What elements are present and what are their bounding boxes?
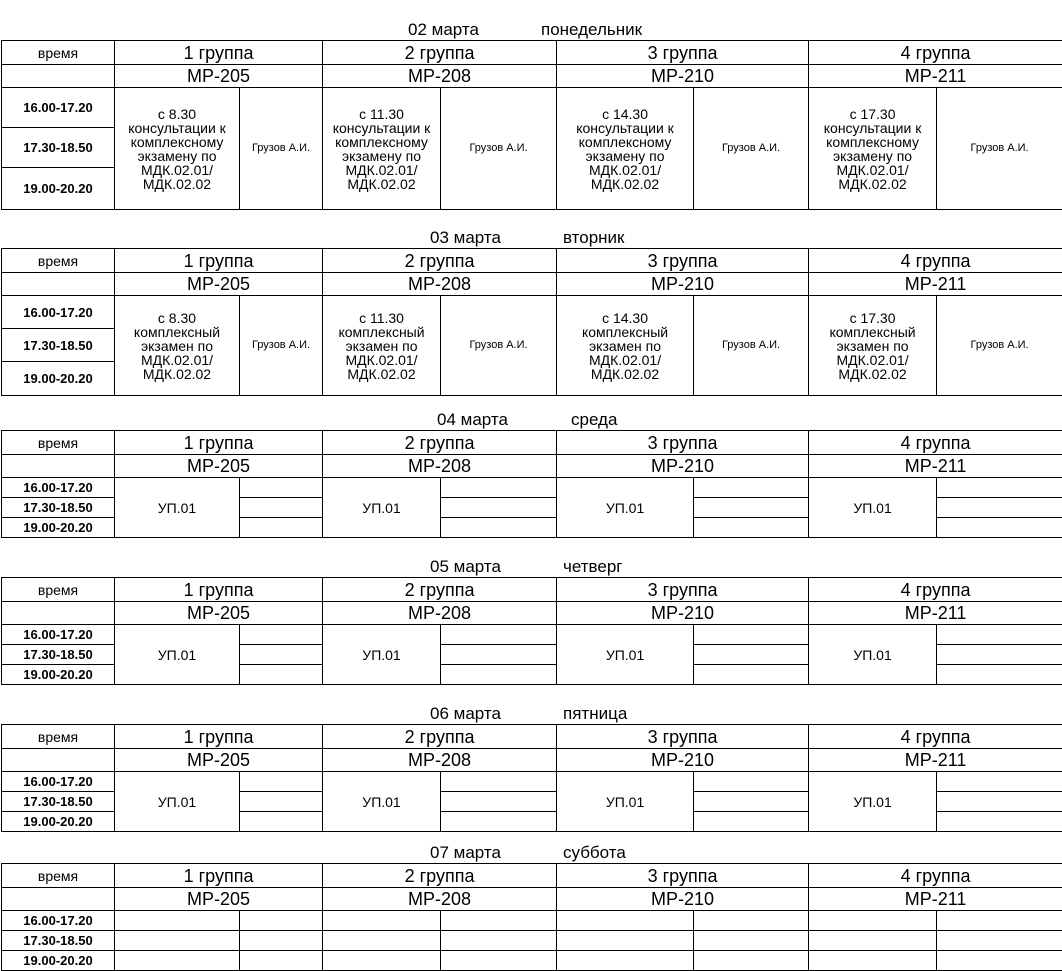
empty-cell (557, 911, 694, 931)
group-name: 2 группа (323, 864, 557, 888)
empty-cell (809, 911, 937, 931)
group-name: 1 группа (115, 431, 323, 455)
lesson-cell: с 17.30 комплексный экзамен по МДК.02.01/ МДК.02.02 (809, 296, 937, 396)
empty-cell (937, 498, 1062, 518)
empty-cell (694, 911, 809, 931)
group-code: МР-211 (809, 455, 1062, 478)
lesson-cell: с 8.30 консультации к комплексному экзамену по МДК.02.01/ МДК.02.02 (115, 88, 240, 210)
day-schedule-table (1, 248, 1062, 396)
empty-cell (937, 645, 1062, 665)
empty-cell (937, 931, 1062, 951)
empty-cell (441, 625, 557, 645)
group-name: 4 группа (809, 578, 1062, 602)
empty-cell (809, 931, 937, 951)
lesson-cell: УП.01 (557, 478, 694, 538)
day-weekday: суббота (563, 843, 626, 862)
day-date: 06 марта (430, 704, 501, 723)
group-code: МР-205 (115, 65, 323, 88)
time-column-label: время (2, 864, 115, 888)
empty-cell (694, 951, 809, 971)
group-code: МР-205 (115, 273, 323, 296)
time-slot: 17.30-18.50 (2, 128, 115, 168)
time-slot: 19.00-20.20 (2, 362, 115, 396)
time-row (2, 625, 1062, 645)
time-column-label: время (2, 431, 115, 455)
time-column-blank (2, 273, 115, 296)
day-weekday: среда (571, 410, 618, 429)
day-schedule-table (1, 724, 1062, 832)
lesson-cell: УП.01 (323, 625, 441, 685)
group-header-row (2, 725, 1062, 749)
empty-cell (240, 792, 323, 812)
empty-cell (937, 792, 1062, 812)
group-code: МР-208 (323, 749, 557, 772)
group-code: МР-211 (809, 273, 1062, 296)
group-name: 1 группа (115, 249, 323, 273)
empty-cell (441, 792, 557, 812)
time-column-label: время (2, 578, 115, 602)
group-code: МР-208 (323, 455, 557, 478)
group-code: МР-210 (557, 273, 809, 296)
group-code: МР-211 (809, 888, 1062, 911)
group-code: МР-210 (557, 888, 809, 911)
empty-cell (937, 772, 1062, 792)
group-code: МР-211 (809, 749, 1062, 772)
empty-cell (240, 812, 323, 832)
day-title (0, 408, 1062, 430)
teacher-cell: Грузов А.И. (441, 88, 557, 210)
group-name: 4 группа (809, 431, 1062, 455)
day-title (0, 18, 1062, 40)
day-schedule-table (1, 430, 1062, 538)
lesson-cell: УП.01 (323, 478, 441, 538)
lesson-cell: с 11.30 комплексный экзамен по МДК.02.01/ МДК.02.02 (323, 296, 441, 396)
empty-cell (441, 951, 557, 971)
day-title (0, 702, 1062, 724)
day-weekday: четверг (563, 557, 623, 576)
empty-cell (115, 931, 240, 951)
time-column-blank (2, 602, 115, 625)
time-slot: 16.00-17.20 (2, 911, 115, 931)
teacher-cell: Грузов А.И. (441, 296, 557, 396)
empty-cell (937, 951, 1062, 971)
lesson-cell: с 17.30 консультации к комплексному экзамену по МДК.02.01/ МДК.02.02 (809, 88, 937, 210)
lesson-cell: УП.01 (809, 772, 937, 832)
group-code-row (2, 273, 1062, 296)
empty-cell (323, 951, 441, 971)
time-row (2, 931, 1062, 951)
group-name: 2 группа (323, 41, 557, 65)
time-column-blank (2, 455, 115, 478)
group-name: 2 группа (323, 249, 557, 273)
lesson-cell: с 14.30 консультации к комплексному экзамену по МДК.02.01/ МДК.02.02 (557, 88, 694, 210)
group-name: 2 группа (323, 578, 557, 602)
empty-cell (694, 478, 809, 498)
empty-cell (937, 812, 1062, 832)
time-row (2, 478, 1062, 498)
group-name: 4 группа (809, 864, 1062, 888)
empty-cell (441, 911, 557, 931)
group-code: МР-208 (323, 602, 557, 625)
group-name: 1 группа (115, 41, 323, 65)
empty-cell (240, 951, 323, 971)
time-slot: 16.00-17.20 (2, 88, 115, 128)
empty-cell (240, 772, 323, 792)
lesson-cell: УП.01 (115, 772, 240, 832)
lesson-cell: УП.01 (115, 625, 240, 685)
empty-cell (557, 931, 694, 951)
teacher-cell: Грузов А.И. (240, 88, 323, 210)
time-slot: 19.00-20.20 (2, 518, 115, 538)
empty-cell (323, 911, 441, 931)
time-column-label: время (2, 249, 115, 273)
empty-cell (441, 931, 557, 951)
group-header-row (2, 864, 1062, 888)
group-name: 3 группа (557, 725, 809, 749)
lesson-cell: УП.01 (809, 478, 937, 538)
teacher-cell: Грузов А.И. (240, 296, 323, 396)
group-code-row (2, 65, 1062, 88)
lesson-cell: УП.01 (323, 772, 441, 832)
group-code: МР-205 (115, 749, 323, 772)
day-date: 04 марта (437, 410, 508, 429)
group-name: 3 группа (557, 249, 809, 273)
day-date: 05 марта (430, 557, 501, 576)
time-column-blank (2, 888, 115, 911)
teacher-cell: Грузов А.И. (937, 296, 1062, 396)
empty-cell (115, 951, 240, 971)
time-slot: 19.00-20.20 (2, 665, 115, 685)
time-slot: 16.00-17.20 (2, 478, 115, 498)
empty-cell (240, 645, 323, 665)
empty-cell (694, 792, 809, 812)
empty-cell (441, 665, 557, 685)
empty-cell (115, 911, 240, 931)
empty-cell (323, 931, 441, 951)
group-code: МР-208 (323, 273, 557, 296)
empty-cell (240, 478, 323, 498)
time-slot: 17.30-18.50 (2, 792, 115, 812)
group-name: 3 группа (557, 578, 809, 602)
empty-cell (240, 625, 323, 645)
empty-cell (694, 665, 809, 685)
teacher-cell: Грузов А.И. (694, 88, 809, 210)
lesson-cell: УП.01 (557, 625, 694, 685)
group-header-row (2, 249, 1062, 273)
time-slot: 19.00-20.20 (2, 168, 115, 210)
group-code: МР-210 (557, 749, 809, 772)
group-header-row (2, 431, 1062, 455)
teacher-cell: Грузов А.И. (694, 296, 809, 396)
group-code: МР-211 (809, 602, 1062, 625)
lesson-cell: с 14.30 комплексный экзамен по МДК.02.01/ МДК.02.02 (557, 296, 694, 396)
group-code: МР-210 (557, 65, 809, 88)
empty-cell (240, 498, 323, 518)
day-title (0, 226, 1062, 248)
empty-cell (441, 478, 557, 498)
group-code: МР-208 (323, 65, 557, 88)
empty-cell (937, 518, 1062, 538)
day-date: 07 марта (430, 843, 501, 862)
group-code: МР-205 (115, 455, 323, 478)
day-title (0, 555, 1062, 577)
empty-cell (240, 518, 323, 538)
time-slot: 17.30-18.50 (2, 329, 115, 362)
time-slot: 17.30-18.50 (2, 931, 115, 951)
empty-cell (809, 951, 937, 971)
time-row (2, 88, 1062, 128)
group-code-row (2, 455, 1062, 478)
time-column-blank (2, 749, 115, 772)
empty-cell (240, 665, 323, 685)
group-code: МР-205 (115, 602, 323, 625)
lesson-cell: УП.01 (557, 772, 694, 832)
group-name: 2 группа (323, 725, 557, 749)
day-date: 03 марта (430, 228, 501, 247)
lesson-cell: с 8.30 комплексный экзамен по МДК.02.01/ МДК.02.02 (115, 296, 240, 396)
group-code-row (2, 749, 1062, 772)
group-name: 4 группа (809, 41, 1062, 65)
group-name: 3 группа (557, 864, 809, 888)
group-name: 3 группа (557, 431, 809, 455)
group-code: МР-210 (557, 602, 809, 625)
group-code-row (2, 602, 1062, 625)
day-title (0, 841, 1062, 863)
time-slot: 19.00-20.20 (2, 951, 115, 971)
empty-cell (240, 911, 323, 931)
time-row (2, 296, 1062, 329)
group-name: 1 группа (115, 725, 323, 749)
empty-cell (441, 498, 557, 518)
group-name: 1 группа (115, 864, 323, 888)
time-column-label: время (2, 41, 115, 65)
empty-cell (937, 625, 1062, 645)
group-name: 4 группа (809, 725, 1062, 749)
group-code: МР-205 (115, 888, 323, 911)
day-weekday: понедельник (541, 20, 643, 39)
group-name: 3 группа (557, 41, 809, 65)
time-slot: 16.00-17.20 (2, 772, 115, 792)
group-code: МР-211 (809, 65, 1062, 88)
time-slot: 16.00-17.20 (2, 625, 115, 645)
time-row (2, 951, 1062, 971)
lesson-cell: УП.01 (809, 625, 937, 685)
empty-cell (694, 772, 809, 792)
empty-cell (441, 772, 557, 792)
lesson-cell: с 11.30 консультации к комплексному экзамену по МДК.02.01/ МДК.02.02 (323, 88, 441, 210)
day-date: 02 марта (408, 20, 479, 39)
empty-cell (937, 911, 1062, 931)
group-header-row (2, 41, 1062, 65)
empty-cell (694, 498, 809, 518)
time-row (2, 772, 1062, 792)
empty-cell (557, 951, 694, 971)
empty-cell (937, 478, 1062, 498)
empty-cell (441, 518, 557, 538)
empty-cell (240, 931, 323, 951)
day-schedule-table (1, 577, 1062, 685)
empty-cell (694, 812, 809, 832)
time-column-label: время (2, 725, 115, 749)
empty-cell (937, 665, 1062, 685)
group-code: МР-208 (323, 888, 557, 911)
day-schedule-table (1, 40, 1062, 210)
group-code: МР-210 (557, 455, 809, 478)
empty-cell (694, 931, 809, 951)
empty-cell (694, 518, 809, 538)
empty-cell (694, 645, 809, 665)
group-name: 4 группа (809, 249, 1062, 273)
group-code-row (2, 888, 1062, 911)
time-slot: 17.30-18.50 (2, 645, 115, 665)
time-column-blank (2, 65, 115, 88)
lesson-cell: УП.01 (115, 478, 240, 538)
empty-cell (441, 812, 557, 832)
teacher-cell: Грузов А.И. (937, 88, 1062, 210)
day-weekday: пятница (563, 704, 628, 723)
time-slot: 16.00-17.20 (2, 296, 115, 329)
time-slot: 17.30-18.50 (2, 498, 115, 518)
empty-cell (441, 645, 557, 665)
day-weekday: вторник (563, 228, 625, 247)
time-row (2, 911, 1062, 931)
time-slot: 19.00-20.20 (2, 812, 115, 832)
day-schedule-table (1, 863, 1062, 971)
group-name: 1 группа (115, 578, 323, 602)
group-name: 2 группа (323, 431, 557, 455)
empty-cell (694, 625, 809, 645)
group-header-row (2, 578, 1062, 602)
